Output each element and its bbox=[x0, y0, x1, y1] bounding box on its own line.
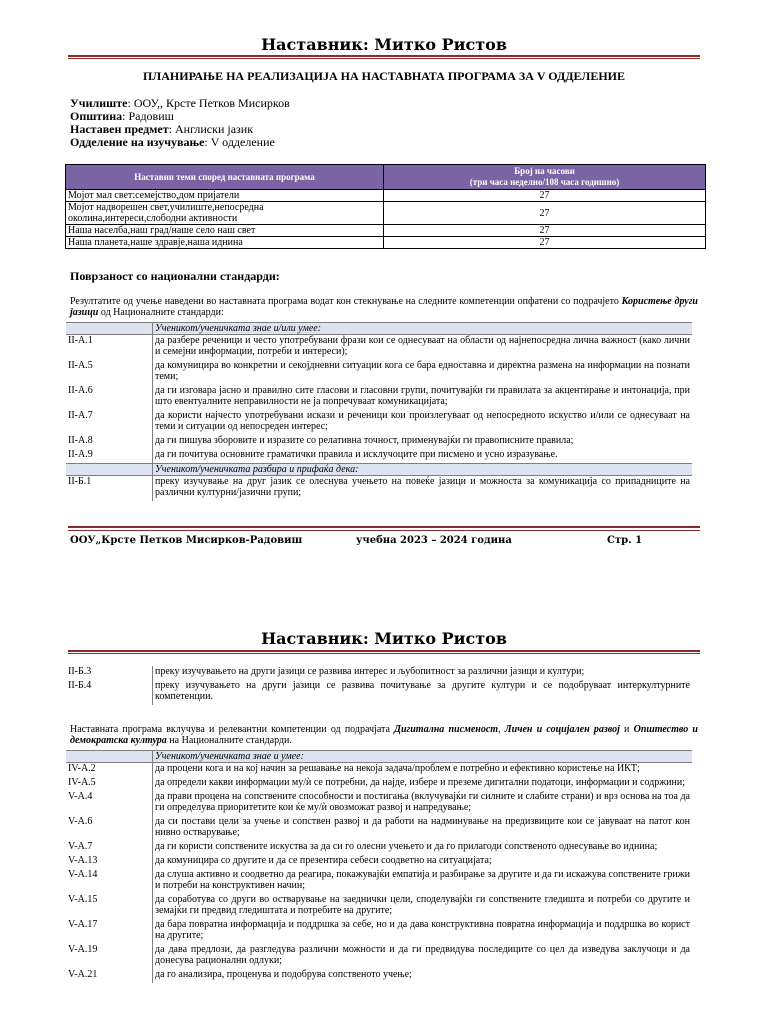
band-label: Ученикот/ученичката знае и/или умее: bbox=[153, 323, 693, 335]
competency-text: да соработува со други во остварување на заеднички цели, споделувајќи ги сопствените гледишта и потреби со другите и земајќи ги предвид гледиштата и потребите на другите; bbox=[155, 894, 690, 916]
competency-text: да користи најчесто употребувани искази и реченици кои произлегуваат од непосредното искуство и/или се однесуваат на теми и ситуации од непосреден интерес; bbox=[155, 410, 690, 432]
hours-col-header bbox=[384, 165, 706, 190]
topics-table bbox=[65, 164, 706, 249]
competency-text: преку изучувањето на други јазици се развива интерес и љубопитност за различни јазици и култури; bbox=[155, 666, 585, 677]
competency-code: V-A.14 bbox=[66, 869, 153, 894]
intro-bold-area: Општество и демократска култура bbox=[70, 724, 698, 746]
footer-rule bbox=[68, 526, 700, 528]
competency-code: II-Б.4 bbox=[66, 680, 153, 705]
intro-bold-area: Личен и социјален развој bbox=[504, 724, 620, 735]
competency-text: да дава предлози, да разгледува различни можности и да ги предвидува последиците со цел да изведува заклучоци и да донесува рационални одлуки; bbox=[155, 944, 690, 966]
competency-code: II-A.9 bbox=[66, 449, 153, 464]
subject-value: : Англиски јазик bbox=[168, 122, 254, 136]
grade-value: : V одделение bbox=[204, 135, 275, 149]
competency-band bbox=[66, 751, 692, 763]
grade-label: Одделение на изучување bbox=[70, 135, 205, 149]
competency-text: да го анализира, проценува и подобрува сопственото учење; bbox=[155, 969, 412, 980]
intro-bold-area: Користење други јазици bbox=[70, 296, 698, 318]
table-row bbox=[66, 777, 692, 791]
intro-bold-area: Дигитална писменост bbox=[394, 724, 499, 735]
competency-text: да определи какви информации му/ѝ се потребни, да најде, избере и преземе дигитални податоци, информации и содржини; bbox=[155, 777, 685, 788]
table-row bbox=[66, 190, 706, 202]
table-row bbox=[66, 202, 706, 225]
competency-text: да ги изговара јасно и правилно сите гласови и гласовни групи, почитувајќи ги правилата за акцентирање и интонација, при што евентуалните неправилности не ја попречуваат комуникацијата; bbox=[155, 385, 690, 407]
footer-school: ООУ„Крсте Петков Мисирков-Радовиш bbox=[70, 535, 303, 546]
hours-col-header-line2: (три часа неделно/108 часа годишно) bbox=[469, 177, 620, 187]
table-row bbox=[66, 919, 692, 944]
table-row bbox=[66, 476, 692, 502]
competency-text: да прави процена на сопствените способности и постигања (вклучувајќи ги силните и слабите страни) и врз основа на тоа да ги определува приоритетите кои ќе му/ѝ овозможат развој и напредување; bbox=[155, 791, 690, 813]
topic-cell: Мојот надворешен свет,училиште,непосредна околина,интереси,слободни активности bbox=[66, 202, 384, 225]
competency-code: IV-A.2 bbox=[66, 763, 153, 778]
school-value: : ООУ,, Крсте Петков Мисирков bbox=[127, 96, 290, 110]
table-row bbox=[66, 666, 692, 680]
table-row bbox=[66, 360, 692, 385]
topics-table-header bbox=[66, 165, 706, 190]
band-label: Ученикот/ученичката разбира и прифаќа дека: bbox=[153, 464, 693, 476]
table-row bbox=[66, 435, 692, 449]
table-row bbox=[66, 869, 692, 894]
table-row bbox=[66, 763, 692, 778]
band-label: Ученикот/ученичката знае и умее: bbox=[153, 751, 693, 763]
competency-code: II-A.8 bbox=[66, 435, 153, 449]
competency-text: да комуницира со другите и да се презентира себеси соодветно на ситуацијата; bbox=[155, 855, 492, 866]
competency-code: V-A.15 bbox=[66, 894, 153, 919]
footer-page: Стр. 1 bbox=[607, 535, 643, 546]
table-row bbox=[66, 816, 692, 841]
hours-cell: 27 bbox=[384, 190, 706, 202]
table-row bbox=[66, 841, 692, 855]
intro-text: Резултатите од учење наведени во наставната програма водат кон стекнување на следните компетенции опфатени со подрачјето bbox=[70, 296, 622, 307]
title-rule-thin bbox=[68, 653, 700, 654]
competency-code: II-A.5 bbox=[66, 360, 153, 385]
competency-code: V-A.21 bbox=[66, 969, 153, 983]
competency-text: да комуницира во конкретни и секојдневни ситуации кога се бара едноставна и директна размена на информации на познати теми; bbox=[155, 360, 690, 382]
title-rule-thin bbox=[68, 58, 700, 59]
competency-code: II-A.6 bbox=[66, 385, 153, 410]
topics-col-header: Наставни теми според наставната програма bbox=[66, 165, 384, 190]
competency-code: V-A.6 bbox=[66, 816, 153, 841]
competency-code: II-A.7 bbox=[66, 410, 153, 435]
municipality-label: Општина bbox=[70, 109, 123, 123]
school-label: Училиште bbox=[70, 96, 128, 110]
title-rule bbox=[68, 650, 700, 652]
teacher-title: Наставник: Митко Ристов bbox=[261, 35, 507, 54]
intro-text: Наставната програма вклучува и релевантни компетенции од подрачјата bbox=[70, 724, 395, 735]
competency-text: да ги пишува зборовите и изразите со релативна точност, применувајќи ги правописните правила; bbox=[155, 435, 574, 446]
topic-cell: Наша планета,наше здравје,наша иднина bbox=[66, 237, 384, 249]
footer-year: учебна 2023 – 2024 година bbox=[356, 535, 512, 546]
competency-text: преку изучувањето на други јазици се развива почитување за другите култури и се подобруваат интеркултурните компетенции. bbox=[155, 680, 690, 702]
competencies-table-2 bbox=[66, 666, 692, 705]
hours-col-header-line1: Број на часови bbox=[514, 166, 575, 176]
competency-text: да ги користи сопствените искуства за да си го олесни учењето и да го прилагоди сопственото однесување во иднина; bbox=[155, 841, 658, 852]
competency-text: да слуша активно и соодветно да реагира, покажувајќи емпатија и разбирање за другите и да ги искажува сопствените грижи и потреби на конструктивен начин; bbox=[155, 869, 690, 891]
table-row bbox=[66, 225, 706, 237]
competencies-table-3 bbox=[66, 750, 692, 983]
competency-text: да си постави цели за учење и сопствен развој и да работи на надминување на предизвиците кои се јавуваат на патот кон нивно остварување; bbox=[155, 816, 690, 838]
competency-text: да ги почитува основните граматички правила и исклучоците при писмено и усно изразување. bbox=[155, 449, 558, 460]
municipality-value: : Радовиш bbox=[122, 109, 174, 123]
table-row bbox=[66, 894, 692, 919]
intro-separator: , bbox=[498, 724, 505, 735]
competency-text: да разбере реченици и често употребувани фрази кои се однесуваат на области од најнепосредна лична важност (како лични и семејни информации, потреби и интереси); bbox=[155, 335, 690, 357]
competency-code: V-A.7 bbox=[66, 841, 153, 855]
standards-heading: Поврзаност со национални стандарди: bbox=[70, 269, 280, 283]
footer-rule-thin bbox=[68, 530, 700, 531]
document-meta bbox=[70, 97, 290, 149]
competency-code: II-Б.3 bbox=[66, 666, 153, 680]
intro-text-end: од Националните стандарди: bbox=[98, 307, 224, 318]
competency-text: преку изучување на друг јазик се олеснува учењето на повеќе јазици и можноста за комуникација со припадниците на различни културни/јазични групи; bbox=[155, 476, 690, 498]
table-row bbox=[66, 944, 692, 969]
table-row bbox=[66, 237, 706, 249]
topic-cell: Наша населба,наш град/наше село наш свет bbox=[66, 225, 384, 237]
competency-code: IV-A.5 bbox=[66, 777, 153, 791]
table-row bbox=[66, 680, 692, 705]
standards-intro-2 bbox=[70, 724, 698, 746]
competency-code: V-A.13 bbox=[66, 855, 153, 869]
competency-code: II-A.1 bbox=[66, 335, 153, 361]
intro-text-end: на Националните стандарди. bbox=[166, 735, 292, 746]
competency-band bbox=[66, 323, 692, 335]
teacher-title: Наставник: Митко Ристов bbox=[261, 629, 507, 648]
table-row bbox=[66, 969, 692, 983]
hours-cell: 27 bbox=[384, 202, 706, 225]
competency-code: V-A.4 bbox=[66, 791, 153, 816]
hours-cell: 27 bbox=[384, 225, 706, 237]
table-row bbox=[66, 385, 692, 410]
topic-cell: Мојот мал свет:семејство,дом пријатели bbox=[66, 190, 384, 202]
subject-label: Наставен предмет bbox=[70, 122, 169, 136]
competency-band bbox=[66, 464, 692, 476]
table-row bbox=[66, 335, 692, 361]
hours-cell: 27 bbox=[384, 237, 706, 249]
competency-text: да процени кога и на кој начин за решавање на некоја задача/проблем е потребно и ефективно користење на ИКТ; bbox=[155, 763, 640, 774]
table-row bbox=[66, 410, 692, 435]
document-heading: ПЛАНИРАЊЕ НА РЕАЛИЗАЦИЈА НА НАСТАВНАТА ПРОГРАМА ЗА V ОДДЕЛЕНИЕ bbox=[142, 69, 626, 83]
table-row bbox=[66, 449, 692, 464]
competency-code: V-A.17 bbox=[66, 919, 153, 944]
competency-code: V-A.19 bbox=[66, 944, 153, 969]
standards-intro bbox=[70, 296, 698, 318]
table-row bbox=[66, 791, 692, 816]
table-row bbox=[66, 855, 692, 869]
competencies-table-1 bbox=[66, 322, 692, 501]
competency-text: да бара повратна информација и поддршка за себе, но и да дава конструктивна повратна информација и поддршка во корист на другите; bbox=[155, 919, 690, 941]
intro-separator: и bbox=[619, 724, 634, 735]
competency-code: II-Б.1 bbox=[66, 476, 153, 502]
title-rule bbox=[68, 55, 700, 57]
